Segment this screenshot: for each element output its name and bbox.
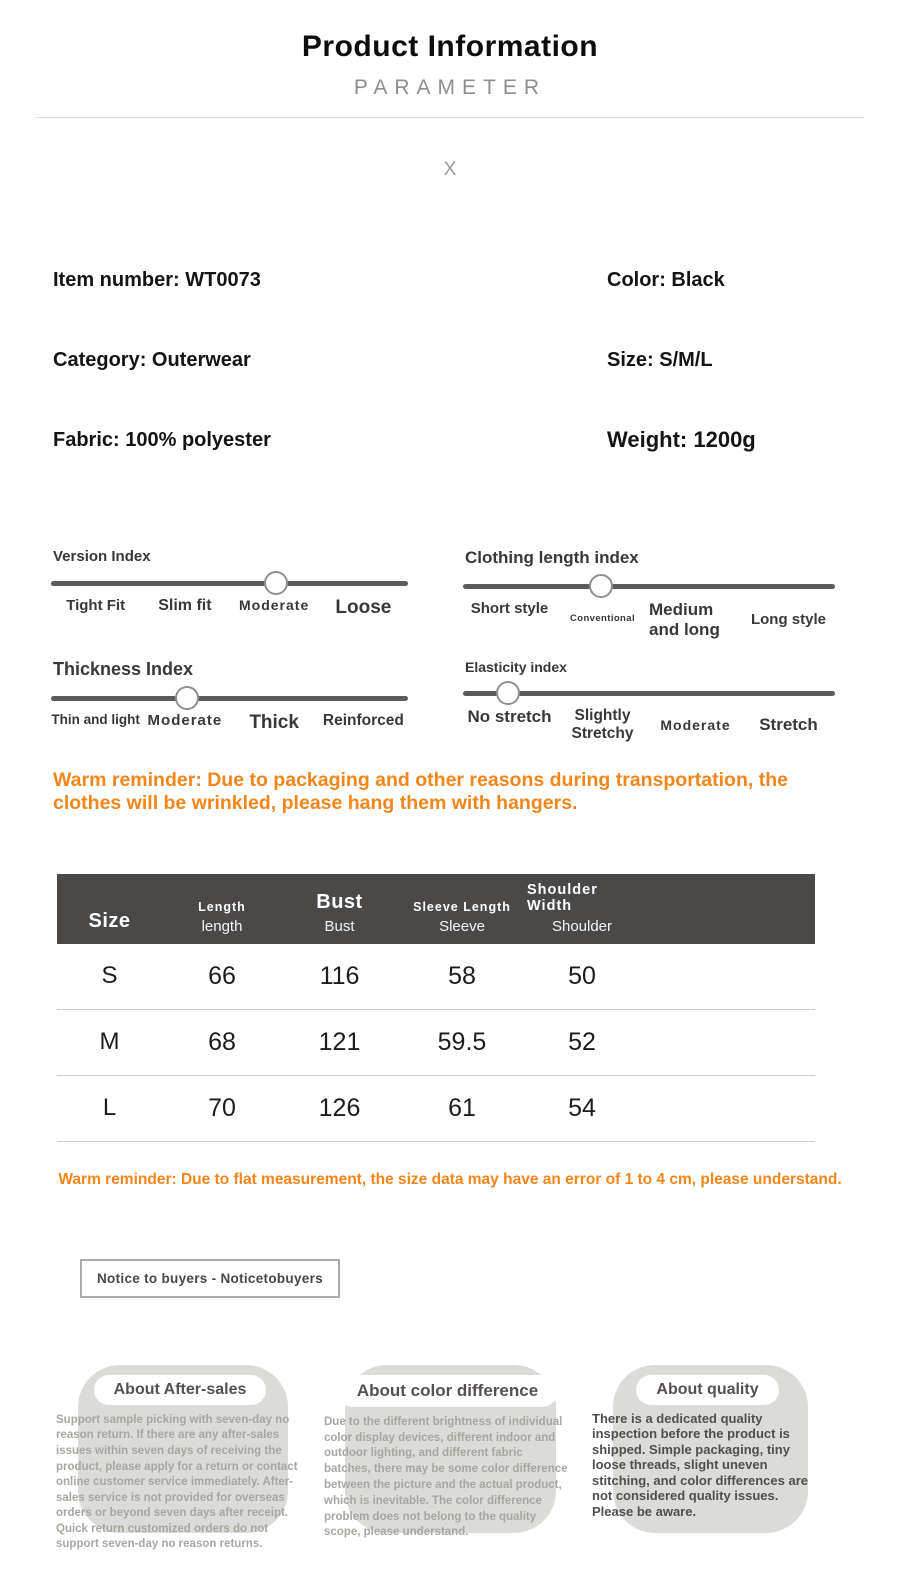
card-about-after-sales xyxy=(55,1342,305,1551)
slider-label: Slim fit xyxy=(158,597,212,614)
cell-sleeve: 58 xyxy=(448,961,476,990)
slider-label: Thick xyxy=(249,712,299,734)
card-about-color-difference xyxy=(322,1342,573,1537)
page-title: Product Information xyxy=(301,30,599,63)
page-header xyxy=(0,0,900,100)
detail-size: Size: S/M/L xyxy=(607,349,713,371)
slider-elasticity-index xyxy=(463,659,835,743)
warm-reminder-wrinkles: Warm reminder: Due to packaging and other reasons during transportation, the clothes will be wrinkled, please hang them with hangers. xyxy=(53,768,788,815)
slider-knob[interactable] xyxy=(264,571,288,595)
slider-version-index xyxy=(51,548,408,639)
header-cell-sleeve-length xyxy=(397,874,527,944)
slider-clothing-length-index xyxy=(463,548,835,639)
slider-track xyxy=(51,696,408,701)
card-body-text: Support sample picking with seven-day no reason return. If there are any after-sales issues within seven days of receiving the product, please apply for a return or contact online customer service immediately. After-sales service is not provided for overseas orders or beyond seven days after receipt. Quick return customized orders do not support seven-day no reason returns. xyxy=(56,1413,298,1551)
cell-shoulder: 52 xyxy=(568,1027,596,1056)
cell-shoulder: 54 xyxy=(568,1093,596,1122)
slider-knob[interactable] xyxy=(496,681,520,705)
cell-size: L xyxy=(102,1094,117,1122)
cell-bust: 121 xyxy=(318,1027,361,1056)
slider-title: Version Index xyxy=(53,548,151,565)
detail-category: Category: Outerwear xyxy=(53,349,251,371)
slider-track xyxy=(463,584,835,589)
cell-sleeve: 61 xyxy=(448,1093,476,1122)
slider-label: Moderate xyxy=(239,597,310,613)
slider-label: Reinforced xyxy=(322,712,404,730)
card-body-text: Due to the different brightness of individual color display devices, different indoor and outdoor lighting, and different fabric batches, there may be some color difference between the picture and the actual product, which is inevitable. The color difference problem does not belong to the quality scope, please understand. xyxy=(324,1415,568,1539)
info-cards xyxy=(55,1342,900,1551)
size-table-body xyxy=(57,944,815,1142)
slider-label: Long style xyxy=(750,610,826,628)
slider-label: Conventional xyxy=(570,613,635,625)
header-label: Length xyxy=(198,899,246,914)
slider-labels xyxy=(463,600,835,639)
size-table-header xyxy=(57,874,815,944)
slider-title: Elasticity index xyxy=(465,659,567,676)
slider-label: No stretch xyxy=(467,707,552,727)
table-row-m xyxy=(57,1010,815,1076)
card-title-pill: About After-sales xyxy=(94,1375,267,1405)
cell-bust: 116 xyxy=(319,961,360,990)
header-cell-filler xyxy=(637,874,815,944)
slider-title: Thickness Index xyxy=(53,659,194,680)
slider-title: Clothing length index xyxy=(465,548,639,567)
product-details xyxy=(53,267,860,453)
cell-length: 66 xyxy=(208,961,236,990)
slider-knob[interactable] xyxy=(589,574,613,598)
index-sliders xyxy=(51,548,900,743)
notice-to-buyers-box: Notice to buyers - Noticetobuyers xyxy=(80,1259,340,1298)
header-sublabel: Sleeve xyxy=(439,917,485,935)
detail-color: Color: Black xyxy=(607,269,725,291)
header-label: Sleeve Length xyxy=(413,899,511,914)
header-sublabel: length xyxy=(201,917,243,935)
slider-label: Medium and long xyxy=(649,600,720,639)
cell-size: S xyxy=(101,962,118,990)
cell-length: 70 xyxy=(208,1093,236,1122)
header-cell-bust xyxy=(282,874,397,944)
slider-thickness-index xyxy=(51,659,408,743)
slider-label: Stretch xyxy=(759,715,818,735)
card-body-text: There is a dedicated quality inspection before the product is shipped. Simple packaging, tiny loose threads, slight uneven stitching, and color differences are not considered quality issues. Please be aware. xyxy=(592,1410,808,1519)
card-title-pill: About color difference xyxy=(337,1375,558,1407)
slider-label: Thin and light xyxy=(51,712,140,728)
detail-weight: Weight: 1200g xyxy=(607,427,756,452)
slider-label: Slightly Stretchy xyxy=(571,707,634,742)
slider-label: Moderate xyxy=(147,712,223,730)
header-sublabel: Bust xyxy=(324,917,355,935)
slider-track xyxy=(51,581,408,586)
slider-label: Moderate xyxy=(660,716,731,733)
table-row-l xyxy=(57,1076,815,1142)
cell-sleeve: 59.5 xyxy=(437,1027,487,1056)
slider-labels xyxy=(463,707,835,743)
warm-reminder-measurement: Warm reminder: Due to flat measurement, the size data may have an error of 1 to 4 cm, please understand. xyxy=(58,1170,842,1188)
header-label: Shoulder Width xyxy=(527,881,598,914)
cell-length: 68 xyxy=(208,1027,236,1056)
slider-labels xyxy=(51,712,408,734)
header-cell-shoulder-width xyxy=(527,874,637,944)
card-title-pill: About quality xyxy=(636,1375,778,1405)
separator-x-mark: X xyxy=(443,159,457,180)
header-label: Bust xyxy=(316,890,363,913)
table-row-s xyxy=(57,944,815,1010)
cell-bust: 126 xyxy=(318,1093,361,1122)
slider-label: Short style xyxy=(470,600,549,617)
header-sublabel: Shoulder xyxy=(551,917,613,935)
cell-size: M xyxy=(99,1028,120,1056)
header-cell-size xyxy=(57,874,162,944)
page-subtitle: PARAMETER xyxy=(353,76,547,99)
slider-label: Loose xyxy=(335,597,392,618)
cell-shoulder: 50 xyxy=(568,961,596,990)
header-label: Size xyxy=(88,909,131,932)
slider-knob[interactable] xyxy=(175,686,199,710)
slider-labels xyxy=(51,597,408,619)
detail-fabric: Fabric: 100% polyester xyxy=(53,429,271,451)
detail-item-number: Item number: WT0073 xyxy=(53,269,261,291)
header-divider xyxy=(36,117,864,118)
slider-label: Tight Fit xyxy=(66,597,126,614)
card-about-quality xyxy=(590,1342,825,1537)
size-table xyxy=(57,874,815,1142)
slider-track xyxy=(463,691,835,696)
header-cell-length xyxy=(162,874,282,944)
